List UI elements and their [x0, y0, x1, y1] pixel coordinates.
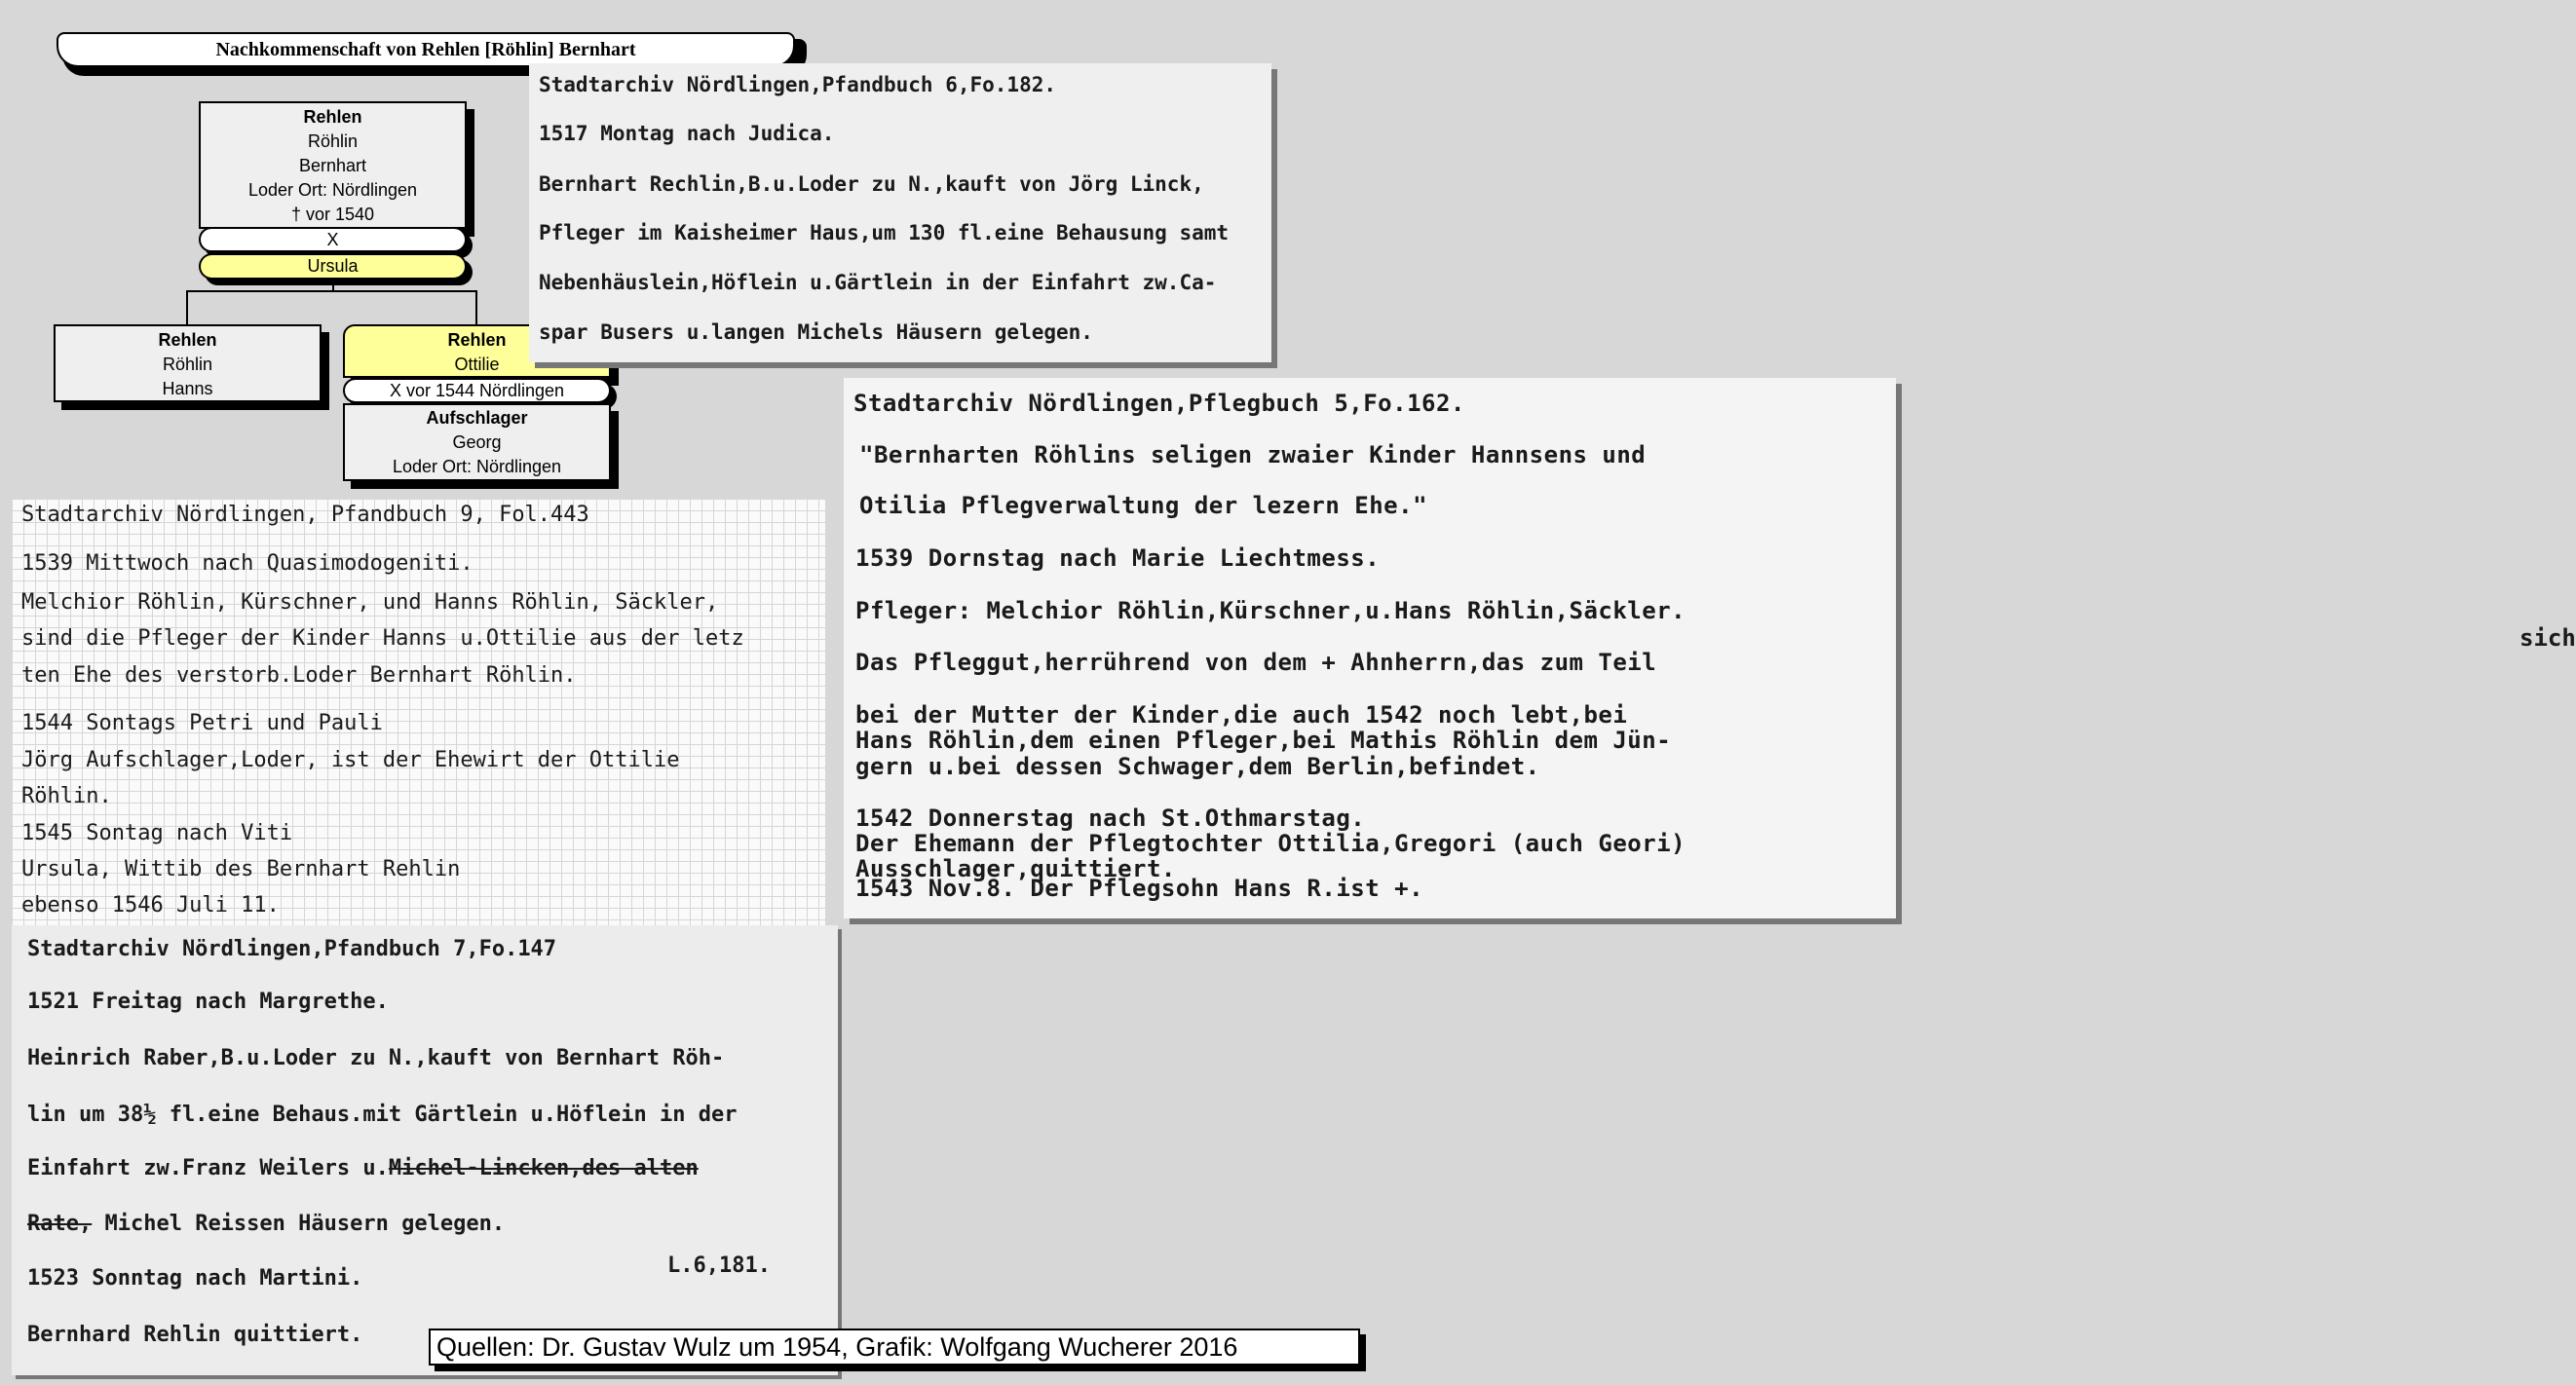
node-occupation: Loder Ort: Nördlingen [247, 180, 418, 200]
tree-node-hanns [54, 324, 322, 402]
doc-line [27, 1156, 699, 1180]
doc-line: 1542 Donnerstag nach St.Othmarstag. [855, 805, 1366, 832]
doc-line: Stadtarchiv Nördlingen,Pfandbuch 6,Fo.182. [539, 73, 1057, 96]
doc-line: Pfleger im Kaisheimer Haus,um 130 fl.eine Behausung samt [539, 221, 1230, 244]
node-occupation: Loder Ort: Nördlingen [392, 457, 562, 476]
node-given-name: Ottilie [454, 355, 500, 374]
doc-line: Röhlin. [21, 784, 112, 808]
doc-line: 1539 Dornstag nach Marie Liechtmess. [855, 544, 1381, 572]
doc-line: 1543 Nov.8. Der Pflegsohn Hans R.ist +. [855, 875, 1424, 902]
page-title: Nachkommenschaft von Rehlen [Röhlin] Bernhart [57, 32, 795, 67]
connector-line [186, 290, 188, 325]
doc-line: Jörg Aufschlager,Loder, ist der Ehewirt der Ottilie [21, 748, 680, 772]
doc-line: Bernhart Rechlin,B.u.Loder zu N.,kauft von Jörg Linck, [539, 172, 1204, 196]
document-pflegbuch-5 [844, 378, 2576, 918]
document-pfandbuch-9 [12, 499, 825, 927]
doc-line: 1545 Sontag nach Viti [21, 821, 293, 845]
doc-line: Bernhard Rehlin quittiert. [27, 1323, 363, 1347]
doc-line: Das Pfleggut,herrührend von dem + Ahnherrn,das zum Teil [855, 649, 1657, 676]
credits-footer: Quellen: Dr. Gustav Wulz um 1954, Grafik: Wolfgang Wucherer 2016 [429, 1329, 1360, 1366]
doc-line: Hans Röhlin,dem einen Pfleger,bei Mathis Röhlin dem Jün- [855, 727, 1672, 754]
node-given-name: Hanns [162, 379, 213, 398]
node-death: † vor 1540 [290, 205, 375, 224]
doc-line: 1517 Montag nach Judica. [539, 122, 835, 145]
connector-line [186, 290, 477, 292]
document-pfandbuch-7 [12, 925, 838, 1375]
node-surname: Rehlen [447, 330, 507, 350]
doc-line: Stadtarchiv Nördlingen, Pfandbuch 9, Fol.443 [21, 503, 589, 527]
marriage-pill: X vor 1544 Nördlingen [343, 378, 611, 403]
doc-line: lin um 38½ fl.eine Behaus.mit Gärtlein u.Höflein in der [27, 1103, 738, 1127]
marriage-pill: X [199, 227, 467, 252]
doc-line: Stadtarchiv Nördlingen,Pfandbuch 7,Fo.147 [27, 937, 557, 961]
node-alt-name: Röhlin [307, 131, 359, 151]
doc-line: Pfleger: Melchior Röhlin,Kürschner,u.Hans Röhlin,Säckler. [855, 597, 1686, 624]
doc-line: Melchior Röhlin, Kürschner, und Hanns Röhlin, Säckler, [21, 590, 719, 615]
struck-text: Rate, [27, 1212, 93, 1236]
doc-line: Ausschlager,quittiert. [855, 855, 1176, 882]
doc-line: "Bernharten Röhlins seligen zwaier Kinder Hannsens und [859, 441, 1647, 468]
doc-line: 1544 Sontags Petri und Pauli [21, 711, 383, 735]
doc-text: Einfahrt zw.Franz Weilers u. [27, 1156, 389, 1180]
doc-text: Michel Reissen Häusern gelegen. [92, 1212, 506, 1236]
doc-line: ebenso 1546 Juli 11. [21, 893, 280, 917]
doc-line: gern u.bei dessen Schwager,dem Berlin,befindet. [855, 753, 1540, 780]
doc-line: 1521 Freitag nach Margrethe. [27, 990, 389, 1014]
doc-line: Heinrich Raber,B.u.Loder zu N.,kauft von Bernhart Röh- [27, 1046, 725, 1070]
tree-node-georg [343, 403, 611, 481]
node-alt-name: Röhlin [162, 355, 213, 374]
spouse-pill-ursula: Ursula [199, 253, 467, 280]
struck-text: Michel-Lincken,des alten [388, 1156, 699, 1180]
page-reference: L.6,181. [667, 1254, 771, 1278]
connector-line [475, 290, 477, 325]
node-given-name: Bernhart [298, 156, 367, 175]
doc-line: Stadtarchiv Nördlingen,Pflegbuch 5,Fo.162. [853, 390, 1465, 417]
doc-line: ten Ehe des verstorb.Loder Bernhart Röhlin. [21, 663, 577, 688]
doc-line: sind die Pfleger der Kinder Hanns u.Ottilie aus der letz [21, 626, 744, 651]
inserted-word: sich [2519, 624, 2576, 652]
doc-line: 1539 Mittwoch nach Quasimodogeniti. [21, 551, 474, 576]
node-surname: Rehlen [303, 107, 362, 127]
node-surname: Rehlen [158, 330, 217, 350]
doc-line: bei der Mutter der Kinder,die auch 1542 noch lebt,bei [855, 701, 1628, 729]
doc-line: Der Ehemann der Pflegtochter Ottilia,Gregori (auch Geori) [855, 830, 1686, 857]
tree-node-bernhart [199, 101, 467, 229]
doc-line [27, 1212, 505, 1236]
doc-line: Otilia Pflegverwaltung der lezern Ehe." [859, 492, 1428, 519]
doc-line: spar Busers u.langen Michels Häusern gelegen. [539, 320, 1093, 344]
doc-line: 1523 Sonntag nach Martini. [27, 1266, 363, 1291]
node-given-name: Georg [452, 432, 502, 452]
node-surname: Aufschlager [426, 408, 528, 428]
document-pfandbuch-6 [529, 63, 1271, 362]
doc-line: Nebenhäuslein,Höflein u.Gärtlein in der Einfahrt zw.Ca- [539, 271, 1217, 294]
doc-line: Ursula, Wittib des Bernhart Rehlin [21, 857, 461, 881]
